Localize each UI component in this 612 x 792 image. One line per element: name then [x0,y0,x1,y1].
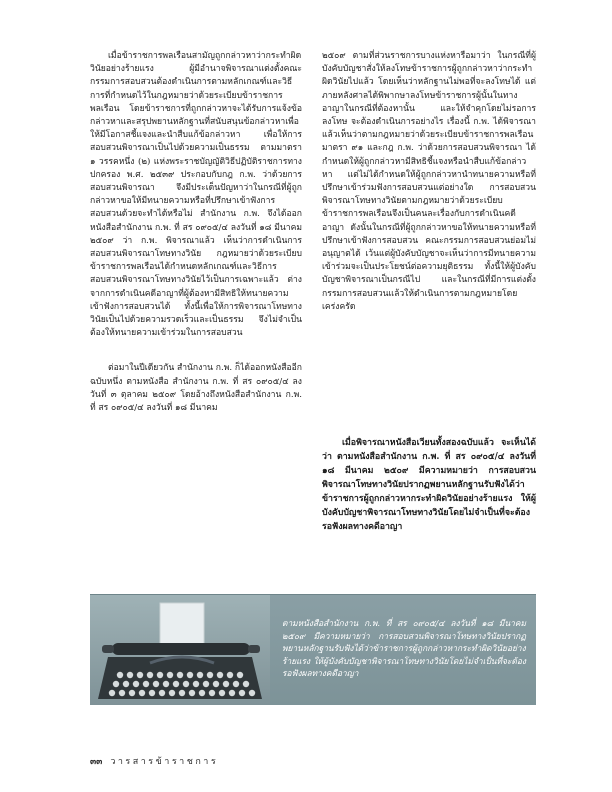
left-column [90,50,302,415]
publication-name: วารสารข้าราชการ [110,757,219,767]
callout-quote: ตามหนังสือสำนักงาน ก.พ. ที่ สร ๐๙๐๕/๔ ลงวันที่ ๑๘ มีนาคม ๒๕๐๙ มีความหมายว่า การสอบสวนพิจารณาโทษทางวินัยปรากฏพยานหลักฐานรับฟังได้ว่าข้าราชการผู้ถูกกล่าวหากระทำผิดวินัยอย่างร้ายแรง ให้ผู้บังคับบัญชาพิจารณาโทษทางวินัยโดยไม่จำเป็นที่จะต้องรอฟังผลทางคดีอาญา [282,618,526,679]
right-paragraph-1: ๒๕๐๙ ตามที่ส่วนราชการบางแห่งหารือมาว่า ในกรณีที่ผู้บังคับบัญชาสั่งให้ลงโทษข้าราชการผู้ถูกกล่าวหาว่ากระทำผิดวินัยไปแล้ว โดยเห็นว่าหลักฐานไม่พอที่จะลงโทษได้ แต่ภายหลังศาลได้พิพากษาลงโทษข้าราชการผู้นั้นในทางอาญาในกรณีที่ต้องหานั้น และให้จำคุกโดยไม่รอการลงโทษ จะต้องดำเนินการอย่างไร เรื่องนี้ ก.พ. ได้พิจารณาแล้วเห็นว่าตามกฎหมายว่าด้วยระเบียบข้าราชการพลเรือน มาตรา ๙๑ และกฎ ก.พ. ว่าด้วยการสอบสวนพิจารณา ได้กำหนดให้ผู้ถูกกล่าวหามีสิทธิชี้แจงหรือนำสืบแก้ข้อกล่าวหา แต่ไม่ได้กำหนดให้ผู้ถูกกล่าวหานำทนายความหรือที่ปรึกษาเข้าร่วมฟังการสอบสวนแต่อย่างใด การสอบสวนพิจารณาโทษทางวินัยตามกฎหมายว่าด้วยระเบียบข้าราชการพลเรือนจึงเป็นคนละเรื่องกับการดำเนินคดีอาญา ดังนั้นในกรณีที่ผู้ถูกกล่าวหาขอให้ทนายความหรือที่ปรึกษาเข้าฟังการสอบสวน คณะกรรมการสอบสวนย่อมไม่อนุญาตได้ เว้นแต่ผู้บังคับบัญชาจะเห็นว่าการมีทนายความเข้าร่วมจะเป็นประโยชน์ต่อความยุติธรรม ทั้งนี้ให้ผู้บังคับบัญชาพิจารณาเป็นกรณีไป และในกรณีที่มีการแต่งตั้งกรรมการสอบสวนแล้วให้ดำเนินการตามกฎหมายโดยเคร่งครัด [322,51,536,312]
callout-box [90,594,536,705]
page-number: ๓๓ [90,757,103,767]
left-paragraph-2: ต่อมาในปีเดียวกัน สำนักงาน ก.พ. ก็ได้ออกหนังสืออีกฉบับหนึ่ง ตามหนังสือ สำนักงาน ก.พ. ที่ สร ๐๙๐๕/๔ ลงวันที่ ๓ ตุลาคม ๒๕๐๙ โดยอ้างถึงหนังสือสำนักงาน ก.พ. ที่ สร ๐๙๐๕/๔ ลงวันที่ ๑๘ มีนาคม [90,363,302,414]
right-column [322,50,536,314]
highlight-text: เมื่อพิจารณาหนังสือเวียนทั้งสองฉบับแล้ว จะเห็นได้ว่า ตามหนังสือสำนักงาน ก.พ. ที่ สร ๐๙๐๕/๔ ลงวันที่ ๑๘ มีนาคม ๒๕๐๙ มีความหมายว่า การสอบสวนพิจารณาโทษทางวินัยปรากฏพยานหลักฐานรับฟังได้ว่าข้าราชการผู้ถูกกล่าวหากระทำผิดวินัยอย่างร้ายแรง ให้ผู้บังคับบัญชาพิจารณาโทษทางวินัยโดยไม่จำเป็นที่จะต้องรอฟังผลทางคดีอาญา [322,438,536,532]
highlight-block [322,436,536,534]
page-footer [90,754,390,768]
left-paragraph-1: เมื่อข้าราชการพลเรือนสามัญถูกกล่าวหาว่ากระทำผิดวินัยอย่างร้ายแรง ผู้มีอำนาจพิจารณาแต่งตั้งคณะกรรมการสอบสวนต้องดำเนินการตามหลักเกณฑ์และวิธีการที่กำหนดไว้ในกฎหมายว่าด้วยระเบียบข้าราชการพลเรือน โดยข้าราชการที่ถูกกล่าวหาจะได้รับการแจ้งข้อกล่าวหาและสรุปพยานหลักฐานที่สนับสนุนข้อกล่าวหาเพื่อให้มีโอกาสชี้แจงและนำสืบแก้ข้อกล่าวหา เพื่อให้การสอบสวนพิจารณาเป็นไปด้วยความเป็นธรรม ตามมาตรา ๑ วรรคหนึ่ง (๒) แห่งพระราชบัญญัติวิธีปฏิบัติราชการทางปกครอง พ.ศ. ๒๕๓๙ ประกอบกับกฎ ก.พ. ว่าด้วยการสอบสวนพิจารณา จึงมีประเด็นปัญหาว่าในกรณีที่ผู้ถูกกล่าวหาขอให้มีทนายความหรือที่ปรึกษาเข้าฟังการสอบสวนด้วยจะทำได้หรือไม่ สำนักงาน ก.พ. จึงได้ออกหนังสือสำนักงาน ก.พ. ที่ สร ๐๙๐๕/๔ ลงวันที่ ๑๘ มีนาคม ๒๕๐๙ ว่า ก.พ. พิจารณาแล้ว เห็นว่าการดำเนินการสอบสวนพิจารณาโทษทางวินัย กฎหมายว่าด้วยระเบียบข้าราชการพลเรือนได้กำหนดหลักเกณฑ์และวิธีการสอบสวนพิจารณาโทษทางวินัยไว้เป็นการเฉพาะแล้ว ต่างจากการดำเนินคดีอาญาที่ผู้ต้องหามีสิทธิให้ทนายความเข้าฟังการสอบสวนได้ ทั้งนี้เพื่อให้การพิจารณาโทษทางวินัยเป็นไปด้วยความรวดเร็วและเป็นธรรม จึงไม่จำเป็นต้องให้ทนายความเข้าร่วมในการสอบสวน [90,51,302,339]
typewriter-image [90,595,270,705]
